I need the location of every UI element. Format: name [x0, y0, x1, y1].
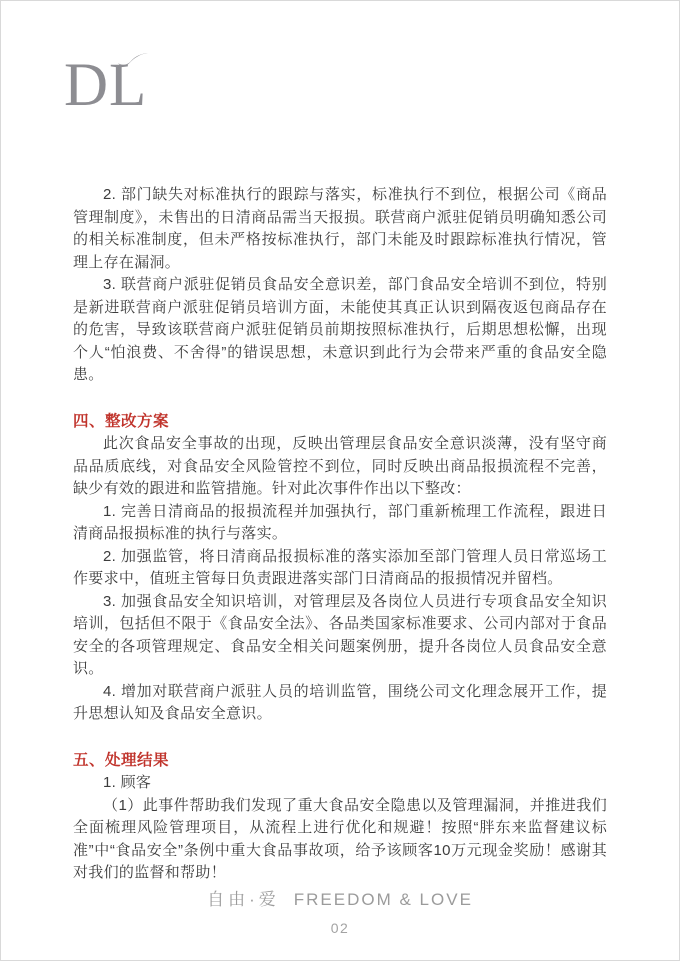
paragraph: 2. 加强监管，将日清商品报损标准的落实添加至部门管理人员日常巡场工作要求中，值班主管每日负责跟进落实部门日清商品的报损情况并留档。 [73, 547, 607, 587]
page-number: 02 [330, 920, 350, 936]
logo-text: DL [64, 52, 148, 119]
paragraph: 4. 增加对联营商户派驻人员的培训监管，围绕公司文化理念展开工作，提升思想认知及食品安全意识。 [73, 682, 607, 722]
paragraph: 1. 顾客 [103, 774, 152, 791]
report-body [73, 184, 607, 885]
section-heading-rectification: 四、整改方案 [73, 412, 170, 430]
footer-slogan-en: FREEDOM & LOVE [293, 890, 473, 909]
paragraph: 1. 完善日清商品的报损流程并加强执行，部门重新梳理工作流程，跟进日清商品报损标准的执行与落实。 [73, 502, 607, 542]
paragraph: 2. 部门缺失对标准执行的跟踪与落实，标准执行不到位，根据公司《商品管理制度》，未售出的日清商品需当天报损。联营商户派驻促销员明确知悉公司的相关标准制度，但未严格按标准执行，部门未能及时跟踪标准执行情况，管理上存在漏洞。 [73, 186, 607, 271]
footer-slogan [1, 885, 679, 910]
paragraph: 此次食品安全事故的出现，反映出管理层食品安全意识淡薄，没有坚守商品品质底线，对食品安全风险管控不到位，同时反映出商品报损流程不完善，缺少有效的跟进和监管措施。针对此次事件作出以下整改： [73, 435, 607, 497]
paragraph: 3. 加强食品安全知识培训，对管理层及各岗位人员进行专项食品安全知识培训，包括但不限于《食品安全法》、各品类国家标准要求、公司内部对于食品安全的各项管理规定、食品安全相关问题案例册，提升各岗位人员食品安全意识。 [73, 592, 607, 677]
section-heading-result: 五、处理结果 [73, 751, 170, 769]
paragraph: 3. 联营商户派驻促销员食品安全意识差，部门食品安全培训不到位，特别是新进联营商户派驻促销员培训方面，未能使其真正认识到隔夜返包商品存在的危害，导致该联营商户派驻促销员前期按照标准执行，后期思想松懈，出现个人“怕浪费、不舍得”的错误思想，未意识到此行为会带来严重的食品安全隐患。 [73, 276, 607, 383]
footer-slogan-cn: 自由·爱 [207, 890, 280, 909]
paragraph: （1）此事件帮助我们发现了重大食品安全隐患以及管理漏洞，并推进我们全面梳理风险管理项目，从流程上进行优化和规避！按照“胖东来监督建议标准”中“食品安全”条例中重大食品事故项，给予该顾客10万元现金奖励！感谢其对我们的监督和帮助！ [73, 796, 607, 881]
company-logo [64, 47, 164, 125]
